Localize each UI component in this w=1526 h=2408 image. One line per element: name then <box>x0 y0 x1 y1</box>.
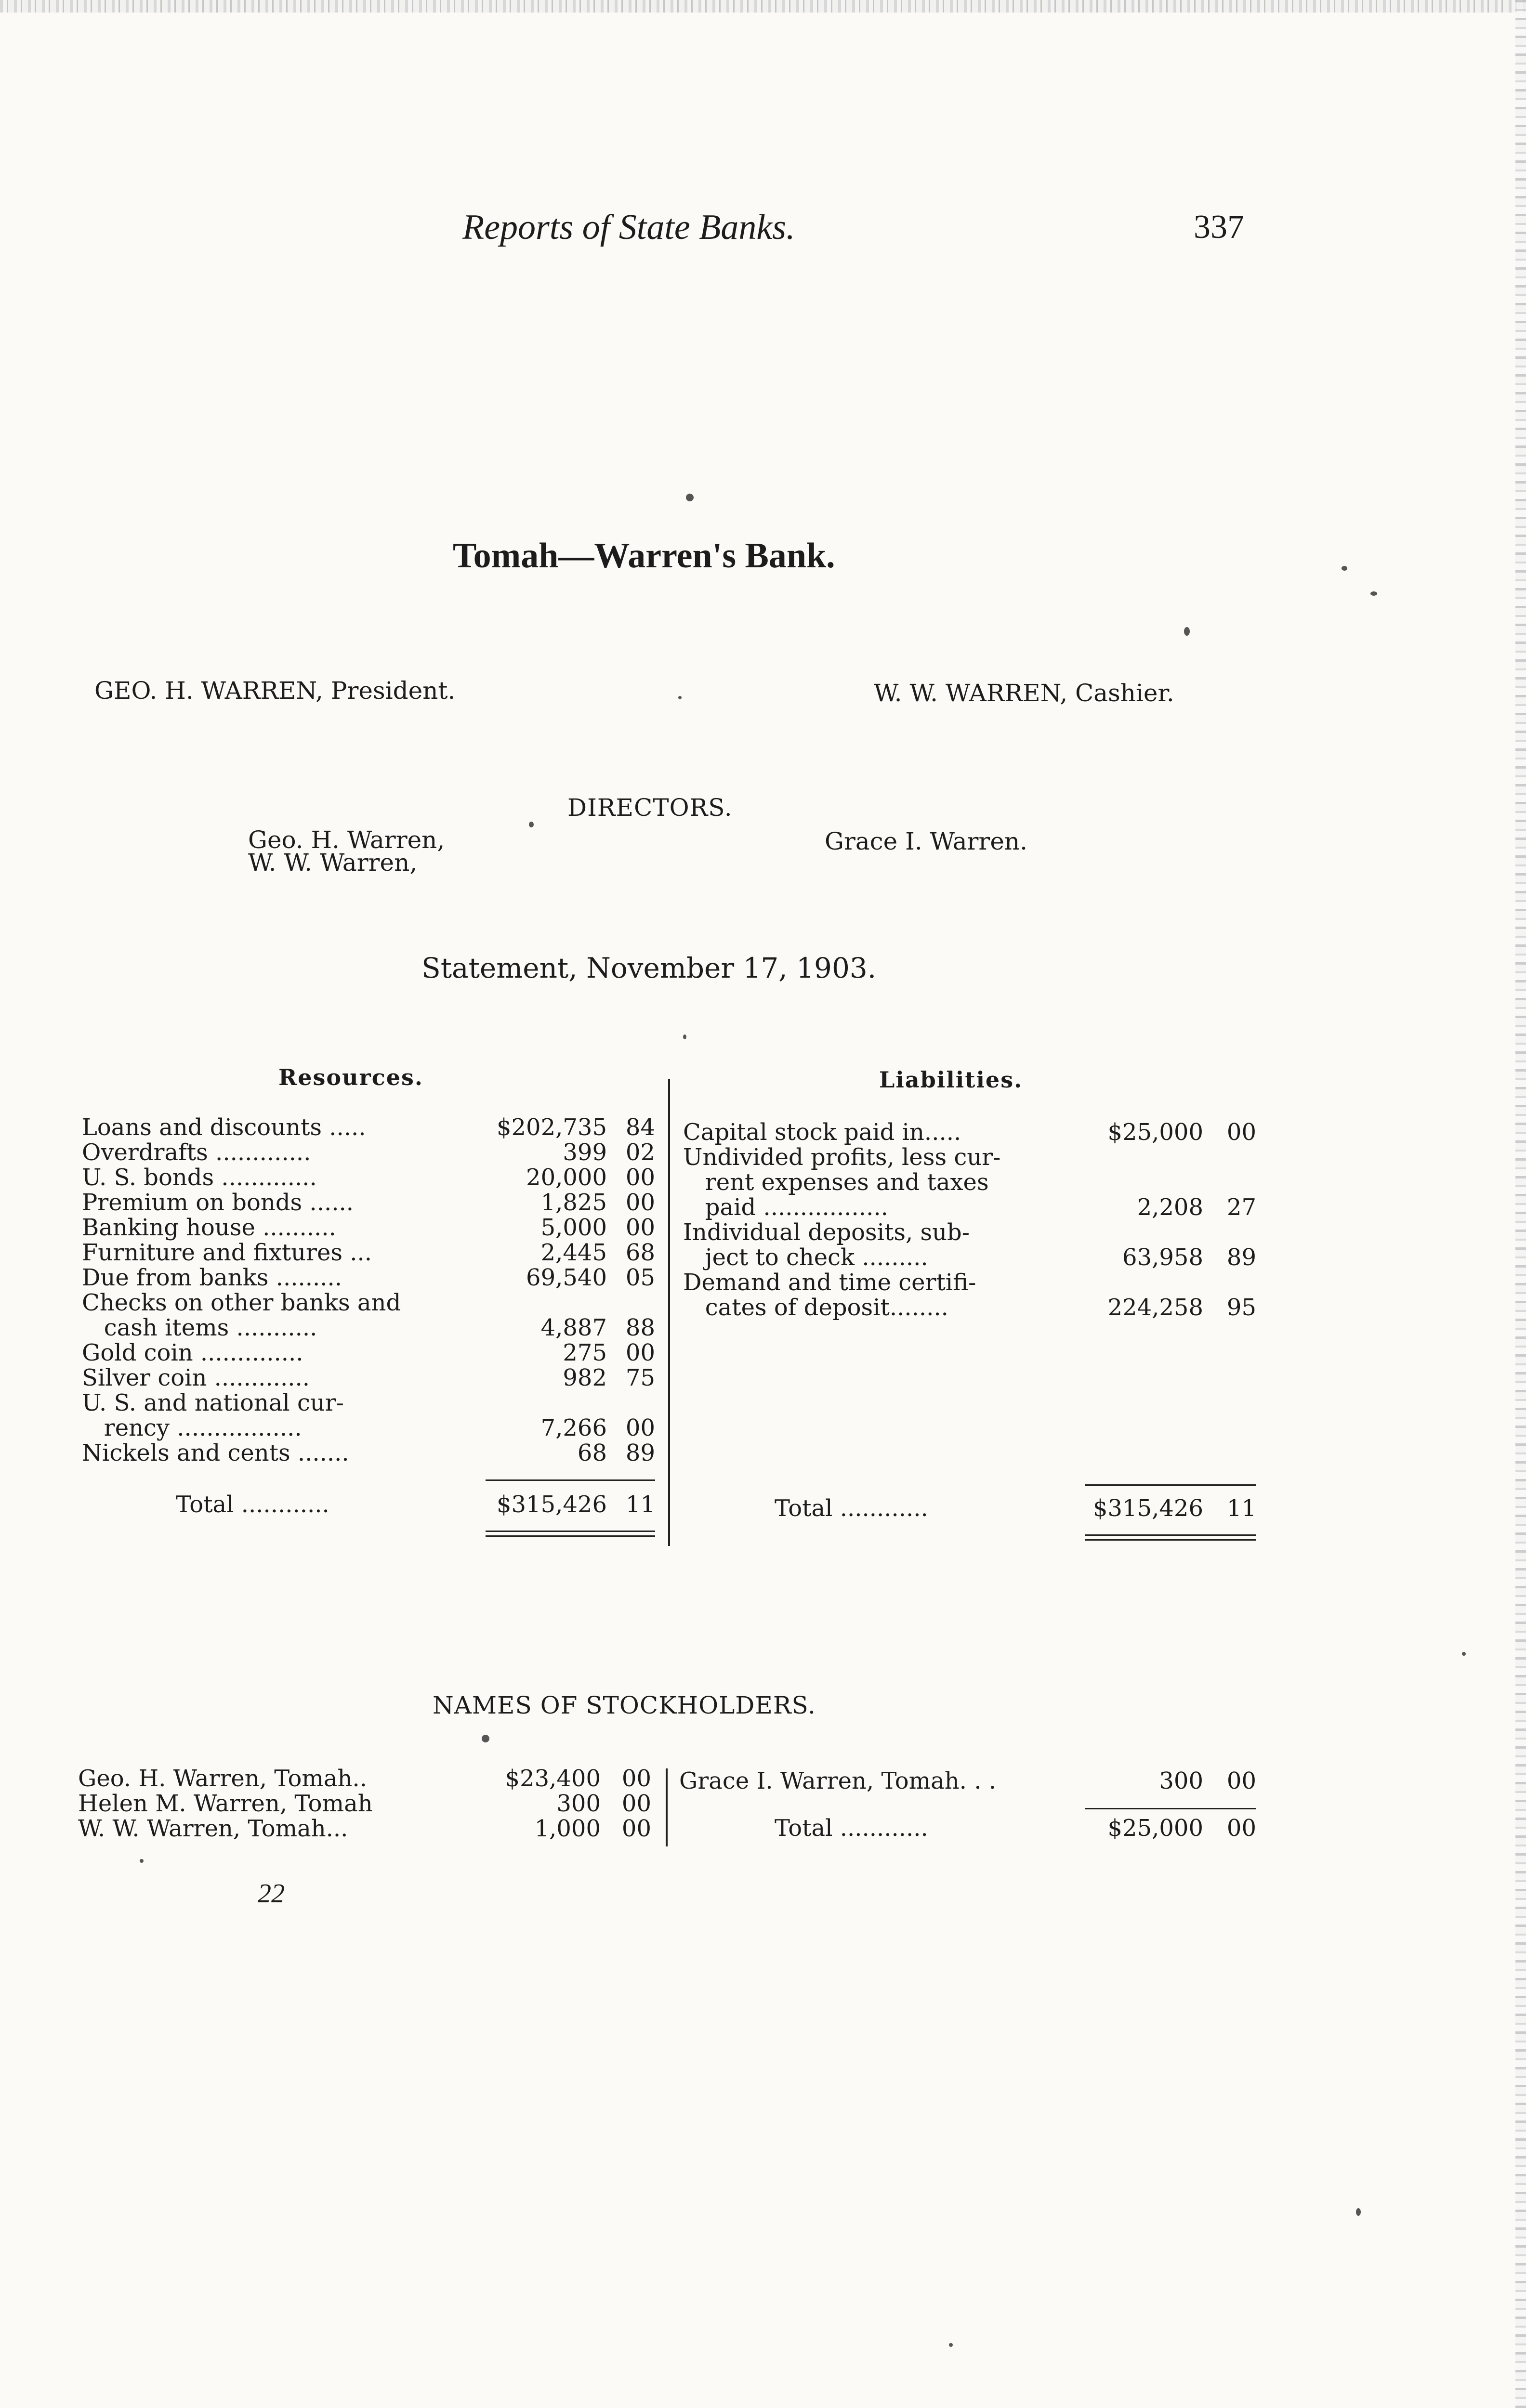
resources-total-cents: 11 <box>625 1491 655 1518</box>
resources-row-cents: 88 <box>625 1314 655 1341</box>
resources-row-label: cash items ........... <box>82 1314 317 1341</box>
stockholder-cents: 00 <box>621 1790 651 1817</box>
resources-row-dollars: 68 <box>577 1440 607 1466</box>
ink-speck <box>1462 1652 1466 1656</box>
president-line: GEO. H. WARREN, President. <box>94 677 456 705</box>
liabilities-row-label: rent expenses and taxes <box>683 1169 989 1196</box>
resources-row-label: Loans and discounts ..... <box>82 1114 366 1141</box>
ink-speck <box>686 494 694 501</box>
liabilities-total-cents: 11 <box>1226 1495 1256 1522</box>
stockholders-total-label: Total ............ <box>775 1815 928 1842</box>
stockholders-total-rule <box>1085 1808 1256 1809</box>
ink-speck <box>949 2343 953 2347</box>
resources-row-cents: 00 <box>625 1164 655 1191</box>
liabilities-row-cents: 95 <box>1226 1294 1256 1321</box>
resources-row-label: Gold coin .............. <box>82 1339 303 1366</box>
liabilities-heading: Liabilities. <box>879 1067 1023 1093</box>
resources-row-dollars: 2,445 <box>540 1239 607 1266</box>
resources-row-label: Overdrafts ............. <box>82 1139 311 1166</box>
stockholders-total-dollars: $25,000 <box>1107 1815 1203 1842</box>
liabilities-total-double-rule-top <box>1085 1534 1256 1536</box>
resources-row-dollars: 4,887 <box>540 1314 607 1341</box>
stockholder-dollars: $23,400 <box>505 1765 601 1792</box>
directors-heading: DIRECTORS. <box>567 794 733 822</box>
stockholder-name: Geo. H. Warren, Tomah.. <box>78 1765 367 1792</box>
resources-row-cents: 75 <box>625 1364 655 1391</box>
resources-row-label: Banking house .......... <box>82 1214 336 1241</box>
resources-row-label: Due from banks ......... <box>82 1264 342 1291</box>
resources-total-dollars: $315,426 <box>496 1491 607 1518</box>
ink-speck <box>1356 2208 1361 2216</box>
liabilities-row-label: ject to check ......... <box>683 1244 928 1271</box>
liabilities-total-label: Total ............ <box>775 1495 928 1522</box>
resources-row-label: Silver coin ............. <box>82 1364 310 1391</box>
stockholders-heading: NAMES OF STOCKHOLDERS. <box>433 1691 816 1719</box>
ink-speck <box>1184 627 1190 636</box>
resources-row-dollars: 1,825 <box>540 1189 607 1216</box>
liabilities-row-dollars: 224,258 <box>1107 1294 1203 1321</box>
stockholder-name: Helen M. Warren, Tomah <box>78 1790 373 1817</box>
column-divider <box>668 1079 670 1546</box>
resources-row-label: U. S. bonds ............. <box>82 1164 317 1191</box>
stockholder-name: W. W. Warren, Tomah... <box>78 1815 348 1842</box>
liabilities-subtotal-rule <box>1085 1484 1256 1486</box>
stockholder-dollars: 300 <box>1159 1767 1203 1794</box>
stockholder-cents: 00 <box>1226 1767 1256 1794</box>
liabilities-row-dollars: 2,208 <box>1137 1194 1203 1221</box>
running-head-title: Reports of State Banks. <box>462 208 795 247</box>
liabilities-row-label: paid ................. <box>683 1194 888 1221</box>
bank-title: Tomah—Warren's Bank. <box>453 536 835 576</box>
resources-total-double-rule-top <box>486 1531 655 1532</box>
director-name: Geo. H. Warren, <box>248 826 445 854</box>
liabilities-row-label: Individual deposits, sub- <box>683 1219 970 1246</box>
liabilities-row-dollars: $25,000 <box>1107 1119 1203 1146</box>
liabilities-row-cents: 27 <box>1226 1194 1256 1221</box>
resources-heading: Resources. <box>278 1064 423 1090</box>
page-number: 337 <box>1194 209 1244 246</box>
liabilities-row-label: Capital stock paid in..... <box>683 1119 961 1146</box>
scan-top-edge <box>0 0 1526 13</box>
ink-speck <box>482 1735 489 1742</box>
resources-row-dollars: 69,540 <box>526 1264 607 1291</box>
resources-row-cents: 00 <box>625 1189 655 1216</box>
stockholder-dollars: 1,000 <box>534 1815 601 1842</box>
resources-row-dollars: 20,000 <box>526 1164 607 1191</box>
resources-row-cents: 89 <box>625 1440 655 1466</box>
ink-speck <box>683 1034 686 1039</box>
director-name: Grace I. Warren. <box>825 827 1028 855</box>
scan-right-edge <box>1515 0 1526 2408</box>
resources-row-label: rency ................. <box>82 1414 302 1441</box>
stockholders-divider <box>666 1768 668 1846</box>
resources-row-dollars: 275 <box>563 1339 607 1366</box>
resources-row-label: U. S. and national cur- <box>82 1389 344 1416</box>
resources-row-cents: 84 <box>625 1114 655 1141</box>
resources-total-label: Total ............ <box>176 1491 329 1518</box>
ink-speck <box>1342 566 1347 571</box>
cashier-line: W. W. WARREN, Cashier. <box>874 679 1174 707</box>
resources-row-cents: 68 <box>625 1239 655 1266</box>
resources-row-label: Premium on bonds ...... <box>82 1189 354 1216</box>
resources-row-cents: 00 <box>625 1214 655 1241</box>
director-name: W. W. Warren, <box>248 849 418 877</box>
liabilities-row-cents: 00 <box>1226 1119 1256 1146</box>
resources-row-dollars: 982 <box>563 1364 607 1391</box>
liabilities-row-label: Demand and time certifi- <box>683 1269 976 1296</box>
stockholders-total-cents: 00 <box>1226 1815 1256 1842</box>
stockholder-dollars: 300 <box>556 1790 601 1817</box>
stockholder-cents: 00 <box>621 1815 651 1842</box>
ink-speck <box>1370 591 1377 596</box>
resources-row-label: Nickels and cents ....... <box>82 1440 349 1466</box>
resources-row-dollars: 5,000 <box>540 1214 607 1241</box>
resources-row-cents: 00 <box>625 1414 655 1441</box>
resources-row-label: Furniture and fixtures ... <box>82 1239 372 1266</box>
liabilities-row-cents: 89 <box>1226 1244 1256 1271</box>
liabilities-total-dollars: $315,426 <box>1092 1495 1203 1522</box>
resources-row-cents: 05 <box>625 1264 655 1291</box>
resources-row-dollars: 7,266 <box>540 1414 607 1441</box>
resources-row-cents: 02 <box>625 1139 655 1166</box>
liabilities-row-label: cates of deposit........ <box>683 1294 948 1321</box>
resources-row-label: Checks on other banks and <box>82 1289 401 1316</box>
resources-row-dollars: $202,735 <box>496 1114 607 1141</box>
resources-row-cents: 00 <box>625 1339 655 1366</box>
resources-total-double-rule-bottom <box>486 1535 655 1537</box>
resources-row-dollars: 399 <box>563 1139 607 1166</box>
liabilities-row-label: Undivided profits, less cur- <box>683 1144 1001 1171</box>
statement-title: Statement, November 17, 1903. <box>421 952 877 984</box>
stockholder-cents: 00 <box>621 1765 651 1792</box>
stockholder-name: Grace I. Warren, Tomah. . . <box>679 1767 996 1794</box>
liabilities-row-dollars: 63,958 <box>1122 1244 1203 1271</box>
ink-speck <box>678 696 682 699</box>
signature-mark: 22 <box>258 1879 285 1909</box>
ink-speck <box>140 1859 144 1863</box>
resources-subtotal-rule <box>486 1479 655 1481</box>
ink-speck <box>529 822 534 827</box>
liabilities-total-double-rule-bottom <box>1085 1539 1256 1541</box>
